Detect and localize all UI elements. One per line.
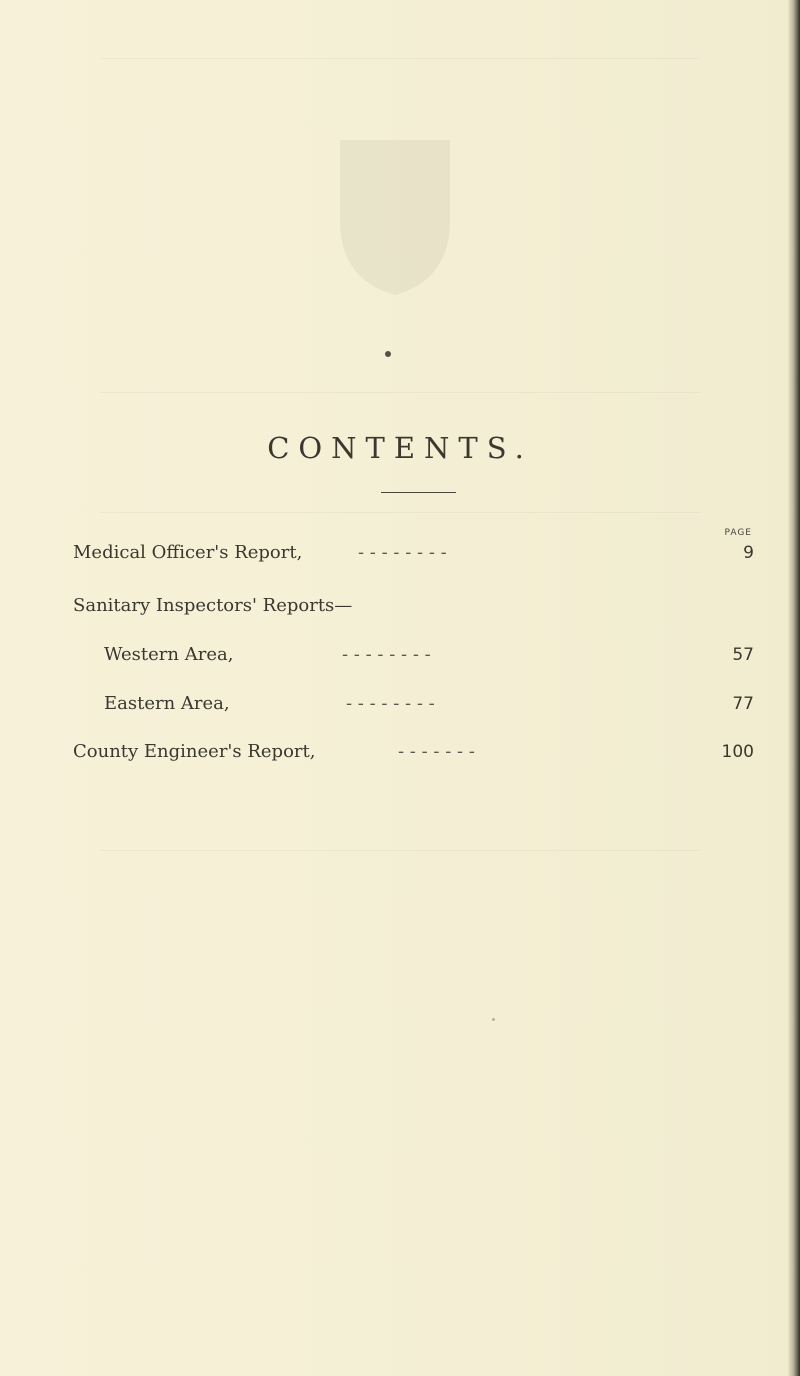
toc-entry-label: Western Area, <box>104 644 234 665</box>
bleed-through-line <box>100 392 700 407</box>
toc-entry-county-engineer[interactable] <box>0 740 800 764</box>
toc-leader-dots: - - - - - - - - <box>358 542 447 563</box>
toc-leader-dots: - - - - - - - - <box>342 644 431 665</box>
toc-entry-sanitary-inspectors <box>0 594 800 618</box>
toc-entry-label: Medical Officer's Report, <box>73 542 303 563</box>
page-binding-edge <box>788 0 800 1376</box>
toc-section-heading: Sanitary Inspectors' Reports— <box>73 595 353 616</box>
toc-page-number: 9 <box>743 543 754 563</box>
ink-dot <box>385 351 391 357</box>
page-title: CONTENTS. <box>267 431 533 466</box>
toc-page-number: 100 <box>721 742 754 762</box>
page-column-header: PAGE <box>724 528 752 538</box>
toc-page-number: 77 <box>732 694 754 714</box>
toc-page-number: 57 <box>732 645 754 665</box>
toc-entry-label: County Engineer's Report, <box>73 741 316 762</box>
bleed-through-line <box>100 58 700 73</box>
title-rule <box>381 492 456 493</box>
toc-entry-eastern-area[interactable] <box>0 692 800 716</box>
toc-entry-label: Eastern Area, <box>104 693 230 714</box>
toc-entry-medical-officer[interactable] <box>0 541 800 565</box>
bleed-through-line <box>100 850 700 865</box>
toc-leader-dots: - - - - - - - <box>398 741 475 762</box>
toc-entry-western-area[interactable] <box>0 643 800 667</box>
paper-speck <box>492 1018 495 1021</box>
bleed-through-seal-icon <box>330 130 460 300</box>
bleed-through-line <box>100 512 700 527</box>
toc-leader-dots: - - - - - - - - <box>346 693 435 714</box>
